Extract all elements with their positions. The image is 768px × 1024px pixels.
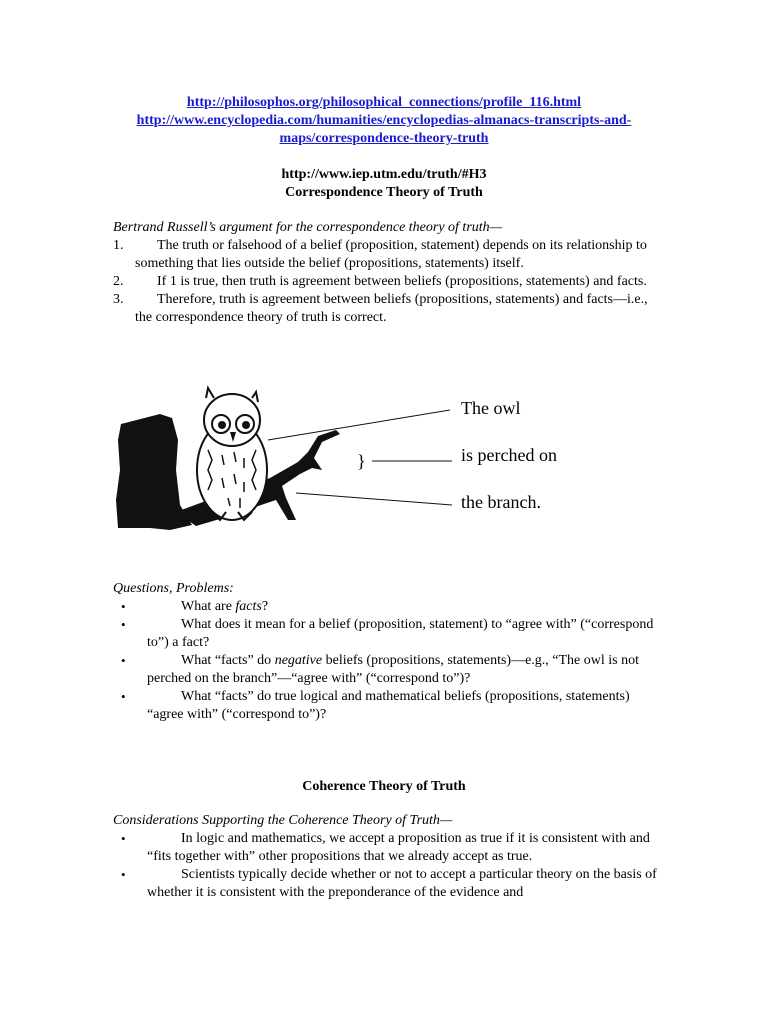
item-number: 3. <box>113 292 124 307</box>
coherence-text: Scientists typically decide whether or not to accept a particular theory on the basis of whether it is consistent with the preponderance of the evidence and <box>147 867 657 900</box>
argument-intro: Bertrand Russell’s argument for the correspondence theory of truth— <box>113 220 503 235</box>
item-text: The truth or falsehood of a belief (proposition, statement) depends on its relationship to something that lies outside the belief (propositions, statements) itself. <box>135 238 647 271</box>
bullet-icon: • <box>121 653 126 668</box>
figure-label-branch: the branch. <box>461 492 541 512</box>
encyclopedia-link-line1[interactable]: http://www.encyclopedia.com/humanities/encyclopedias-almanacs-transcripts-and- <box>136 113 632 128</box>
coherence-item <box>113 830 658 866</box>
figure-brace: } <box>357 451 366 471</box>
coherence-item <box>113 866 658 902</box>
encyclopedia-link-line2[interactable]: maps/correspondence-theory-truth <box>279 131 489 146</box>
coherence-title: Coherence Theory of Truth <box>302 779 466 794</box>
question-text: What “facts” do true logical and mathematical beliefs (propositions, statements) “agree with” (“correspond to”)? <box>147 689 630 722</box>
item-text: If 1 is true, then truth is agreement between beliefs (propositions, statements) and facts. <box>157 274 647 289</box>
bullet-icon: • <box>121 689 126 704</box>
question-item <box>113 598 658 616</box>
question-item <box>113 688 658 724</box>
question-emphasis: negative <box>274 653 323 668</box>
owl-icon <box>197 388 267 520</box>
bullet-icon: • <box>121 599 126 614</box>
questions-heading: Questions, Problems: <box>113 581 234 596</box>
questions-section <box>113 580 658 724</box>
coherence-section <box>113 812 658 902</box>
figure-label-owl: The owl <box>461 398 521 418</box>
item-number: 1. <box>113 238 124 253</box>
item-text: Therefore, truth is agreement between beliefs (propositions, statements) and facts—i.e., the correspondence theory of truth is correct. <box>135 292 648 325</box>
iep-url: http://www.iep.utm.edu/truth/#H3 <box>281 167 487 182</box>
bullet-icon: • <box>121 867 126 882</box>
question-text: What are <box>181 599 236 614</box>
question-text: What “facts” do <box>181 653 275 668</box>
bullet-icon: • <box>121 831 126 846</box>
item-number: 2. <box>113 274 124 289</box>
question-text: What does it mean for a belief (proposition, statement) to “agree with” (“correspond to”) a fact? <box>147 617 654 650</box>
question-item <box>113 652 658 688</box>
question-item <box>113 616 658 652</box>
coherence-intro: Considerations Supporting the Coherence Theory of Truth— <box>113 813 453 828</box>
coherence-header <box>100 778 668 796</box>
question-text: ? <box>261 599 269 614</box>
coherence-text: In logic and mathematics, we accept a proposition as true if it is consistent with and “fits together with” other propositions that we already accept as true. <box>147 831 650 864</box>
bullet-icon: • <box>121 617 126 632</box>
philosophos-link[interactable]: http://philosophos.org/philosophical_connections/profile_116.html <box>186 95 582 110</box>
figure-label-perched: is perched on <box>461 445 557 465</box>
question-emphasis: facts <box>235 599 262 614</box>
correspondence-title: Correspondence Theory of Truth <box>285 185 483 200</box>
question-text: beliefs (propositions, statements)—e.g., “The owl is not perched on the branch”—“agree with” (“correspond to”)? <box>147 653 639 686</box>
